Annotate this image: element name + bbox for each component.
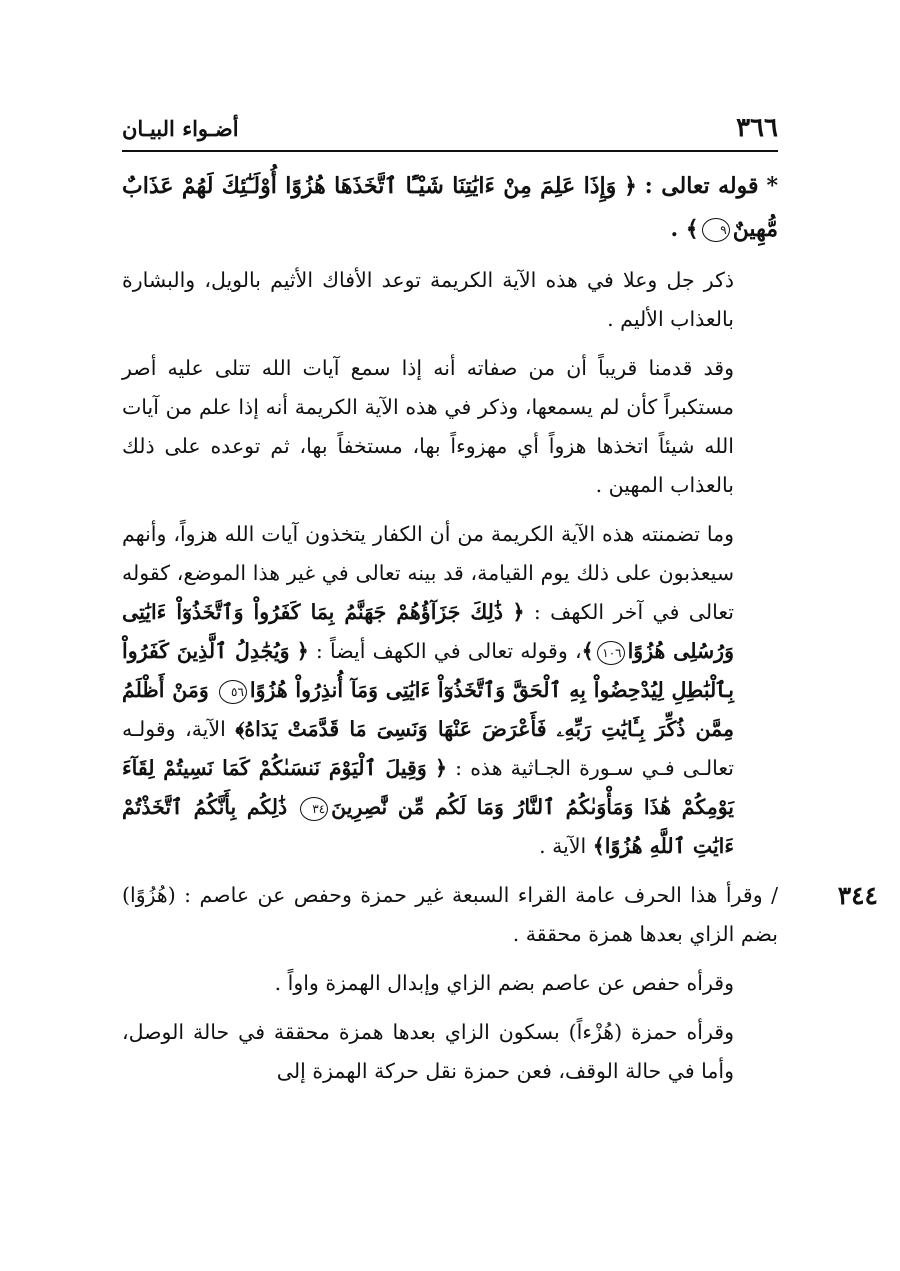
verse-heading — [122, 165, 778, 251]
quote-2-close: ﴾ — [235, 717, 245, 741]
ayah-number-mark: ٩ — [702, 218, 730, 242]
quote-3a-text: وَقِيلَ ٱلْيَوْمَ نَنسَىٰكُمْ كَمَا نَسِيتُمْ لِقَآءَ يَوْمِكُمْ هَٰذَا وَمَأْوَىٰكُمُ ٱلنَّارُ وَمَا لَكُم مِّن نَّٰصِرِينَ — [122, 756, 735, 819]
book-title: أضـواء البيـان — [122, 115, 239, 141]
page-header — [122, 108, 778, 148]
verse-close-bracket: ﴾ . — [670, 216, 699, 242]
heading-verse-text: وَإِذَا عَلِمَ مِنْ ءَايَٰتِنَا شَيْـًٔا ٱتَّخَذَهَا هُزُوًا أُوْلَـٰٓئِكَ لَهُمْ عَذَابٌ مُّهِينٌ — [122, 173, 778, 242]
paragraph-3 — [122, 515, 778, 866]
quote-3-close: ﴾ — [592, 834, 605, 858]
quote-1-close: ﴾ — [581, 639, 594, 663]
heading-label: قوله تعالى : — [644, 173, 759, 199]
paragraph-1: ذكر جل وعلا في هذه الآية الكريمة توعد الأفاك الأثيم بالويل، والبشارة بالعذاب الأليم . — [122, 268, 734, 331]
quote-1-open: ﴿ — [512, 600, 525, 624]
quote-2a-text: وَيُجَٰدِلُ ٱلَّذِينَ كَفَرُواْ بِٱلْبَٰطِلِ لِيُدْحِضُواْ بِهِ ٱلْحَقَّ وَٱتَّخَذُوٓاْ ءَايَٰتِى وَمَآ أُنذِرُواْ هُزُوًا — [122, 639, 734, 702]
paragraph-4: / وقرأ هذا الحرف عامة القراء السبعة غير حمزة وحفص عن عاصم : (هُزُوًا) بضم الزاي بعدها همزة محققة . — [122, 883, 778, 946]
margin-page-reference: ٣٤٤ — [837, 881, 878, 910]
quote-2-open: ﴿ — [296, 639, 309, 663]
quote-2b-text: وَمَنْ أَظْلَمُ مِمَّن ذُكِّرَ بِـَٔايَٰتِ رَبِّهِۦ فَأَعْرَضَ عَنْهَا وَنَسِىَ مَا قَدَّمَتْ يَدَاهُ — [122, 678, 734, 741]
header-divider — [122, 150, 778, 152]
page-number: ٣٦٦ — [736, 113, 778, 143]
paragraph-5: وقرأه حفص عن عاصم بضم الزاي وإبدال الهمزة واواً . — [274, 971, 734, 995]
paragraph-3-text-2: ، وقوله تعالى في الكهف أيضاً : — [315, 639, 582, 663]
paragraph-3-text-3: الآية، وقولـه تعالـى فـي سـورة الجـاثية هذه : — [122, 717, 734, 780]
quote-3-open: ﴿ — [434, 756, 447, 780]
paragraph-6: وقرأه حمزة (هُزْءاً) بسكون الزاي بعدها همزة محققة في حالة الوصل، وأما في حالة الوقف، فعن حمزة نقل حركة الهمزة إلى — [122, 1020, 734, 1083]
paragraph-3-text-4: الآية . — [539, 834, 587, 858]
quote-3a-ayah-mark: ٣٤ — [300, 797, 328, 821]
quote-1-text: ذَٰلِكَ جَزَآؤُهُمْ جَهَنَّمُ بِمَا كَفَرُواْ وَٱتَّخَذُوٓاْ ءَايَٰتِى وَرُسُلِى هُزُوًا — [122, 600, 734, 663]
star-bullet: * — [766, 173, 778, 199]
paragraph-3-text-1: وما تضمنته هذه الآية الكريمة من أن الكفار يتخذون آيات الله هزواً، وأنهم سيعذبون على ذلك يوم القيامة، قد بينه تعالى في غير هذا الموضع، كقوله تعالى في آخر الكهف : — [122, 522, 734, 624]
quote-2a-ayah-mark: ٥٦ — [219, 680, 247, 704]
verse-open-bracket: ﴿ — [624, 173, 637, 199]
quote-1-ayah-mark: ١٠٦ — [597, 641, 625, 665]
paragraph-4-wrapper — [122, 876, 878, 954]
quote-3b-text: ذَٰلِكُم بِأَنَّكُمُ ٱتَّخَذْتُمْ ءَايَٰتِ ٱللَّهِ هُزُوًا — [122, 795, 734, 858]
page-body — [122, 165, 878, 1101]
paragraph-2: وقد قدمنا قريباً أن من صفاته أنه إذا سمع آيات الله تتلى عليه أصر مستكبراً كأن لم يسمعها، وذكر في هذه الآية الكريمة أنه إذا علم من آيات الله شيئاً اتخذها هزواً أي مهزوءاً بها، مستخفاً بها، ثم توعده على ذلك بالعذاب المهين . — [122, 356, 734, 497]
